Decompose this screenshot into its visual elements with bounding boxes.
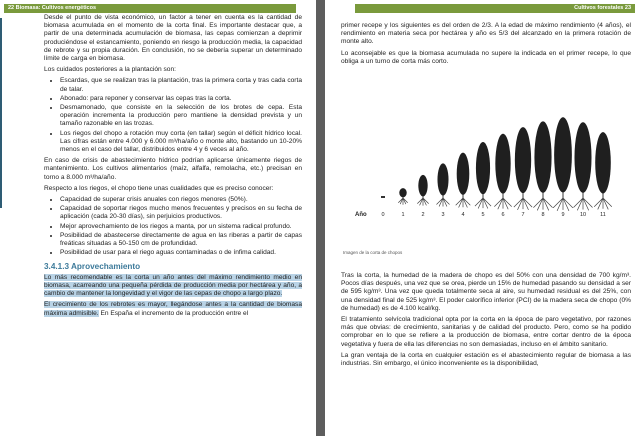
tree-crown <box>554 117 572 192</box>
year-tick-label: 1 <box>401 212 405 218</box>
poplar-growth-figure <box>345 110 625 250</box>
paragraph: Lo aconsejable es que la biomasa acumulada no supere la indicada en el primer recepe, lo que obliga a un turno de corta más corto. <box>341 49 631 65</box>
year-tick-label: 7 <box>521 212 525 218</box>
tree-roots <box>456 198 471 207</box>
paragraph: El tratamiento selvícola tradicional opta por la corta en la época de paro vegetativo, por razones más que obvias: de crecimiento, sanitarias y de calidad del producto. Pero, como se ha podido comprobar en lo que se refiere a la producción de biomasa, entre cortar dentro de la época vegetativa y fuera de ella las diferencias no son demasiadas, incluso en el ámbito sanitario. <box>341 316 631 348</box>
paragraph-text: En España el incremento de la producción entre el <box>98 309 249 317</box>
year-tick-label: 0 <box>381 212 385 218</box>
tree-crown <box>437 163 448 195</box>
left-text-column <box>44 14 302 321</box>
list-item: • Posibilidad de usar para el riego aguas contaminadas o de ínfima calidad. <box>60 249 302 257</box>
paragraph: Respecto a los riegos, el chopo tiene unas cualidades que es preciso conocer: <box>44 184 274 192</box>
year-tick-label: 9 <box>561 212 565 218</box>
year-tick-label: 6 <box>501 212 505 218</box>
list-item: • Escardas, que se realizan tras la plantación, tras la primera corta y tras cada corta de talar. <box>60 77 302 93</box>
list-item: • Abonado: para reponer y conservar las cepas tras la corta. <box>60 95 302 103</box>
year-axis-label: Año <box>355 212 367 218</box>
year-tick-label: 4 <box>461 212 465 218</box>
tree-roots <box>533 198 552 210</box>
figure-caption: Imagen de la corta de chopos <box>343 250 403 255</box>
page-gutter <box>316 0 325 436</box>
tree-crown <box>399 188 406 197</box>
year-tick-label: 5 <box>481 212 485 218</box>
tree-crown <box>418 175 427 197</box>
right-text-bottom <box>341 272 631 371</box>
margin-rule <box>0 18 2 208</box>
tree-roots <box>398 198 407 205</box>
tree-roots <box>573 198 592 210</box>
section-heading: 3.4.1.3 Aprovechamiento <box>44 262 141 272</box>
tree-crown <box>515 127 531 193</box>
year-tick-label: 10 <box>579 212 587 218</box>
paragraph: primer recepe y los siguientes es del orden de 2/3. A la edad de máximo rendimiento (4 años), el rendimiento en materia seca por hectárea y año es 5/3 del alcanzado en la primera rotación de monte alto. <box>341 22 631 46</box>
list-item: • Posibilidad de abastecerse directamente de agua en las riberas a partir de capas freáticas situadas a 50-150 cm de profundidad. <box>60 232 302 248</box>
tree-roots <box>553 198 573 211</box>
year-tick-label: 8 <box>541 212 545 218</box>
left-running-header: 22 Biomasa: Cultivos energéticos <box>4 4 296 13</box>
right-text-top <box>341 22 631 69</box>
list-item: • Los riegos del chopo a rotación muy corta (en tallar) según el déficit hídrico local. Las cifras están entre 4.000 y 6.000 m³/ha/año o monte alto, bastando un 10-20% menos en el caso del tallar, distribuidos entre 4 y 6 veces al año. <box>60 130 302 155</box>
left-page <box>0 0 316 436</box>
year-tick-label: 2 <box>421 212 425 218</box>
highlighted-paragraph[interactable] <box>44 274 302 299</box>
tree-stump <box>381 196 385 198</box>
paragraph: En caso de crisis de abastecimiento hídrico podrían aplicarse únicamente riegos de mantenimiento. Los cultivos alimentarios (maíz, alfalfa, remolacha, etc.) precisan en torno a 8.000 m³/ha/año. <box>44 157 302 181</box>
tree-crown <box>457 153 470 195</box>
list-item: • Capacidad de superar crisis anuales con riegos menores (50%). <box>60 196 302 204</box>
paragraph: La gran ventaja de la corta en cualquier estación es el abastecimiento regular de biomasa a las industrias. Sin embargo, el único inconveniente es la disponibilidad, <box>341 351 631 368</box>
tree-crown <box>574 122 591 193</box>
paragraph: Desde el punto de vista económico, un factor a tener en cuenta es la cantidad de biomasa acumulada en el momento de la corta final. Es importante destacar que, a partir de una determinada acumulación de biomasa, las cepas comienzan a deprimir produciéndose el estancamiento, poniendo en riesgo la producción media, la capacidad de rebrote y su propia duración. En conclusión, no se debería superar un determinado límite de carga en biomasa. <box>44 14 302 63</box>
year-tick-label: 11 <box>600 212 606 218</box>
right-page <box>325 0 640 436</box>
paragraph: Tras la corta, la humedad de la madera de chopo es del 50% con una densidad de 700 kg/m³. Pocos días después, una vez que se orea, pierde un 15% de humedad pasando su densidad a ser de 595 kg/m³. Una vez que queda totalmente seca al aire, su humedad residual es del 25%, con una densidad final de 525 kg/m³. El poder calorífico inferior (PCI) de la madera seca de chopo (0% de humedad) es de 4.100 kcal/kg. <box>341 272 631 312</box>
list-item: • Desmamonado, que consiste en la selección de los brotes de cepa. Esta operación incrementa la producción pero mantiene la densidad prevista y un tamaño razonable en las trozas. <box>60 104 302 129</box>
tree-roots <box>514 198 532 210</box>
tree-crown <box>476 142 490 194</box>
list-item: • Mejor aprovechamiento de los riegos a manta, por un sistema radical profundo. <box>60 223 302 231</box>
tree-roots <box>475 198 491 209</box>
paragraph <box>44 301 302 317</box>
tree-roots <box>436 198 449 207</box>
paragraph: Los cuidados posteriores a la plantación son: <box>44 66 176 74</box>
qualities-list <box>44 196 302 257</box>
tree-crown <box>534 121 551 192</box>
right-running-header: Cultivos forestales 23 <box>355 4 635 13</box>
tree-crown <box>595 132 611 193</box>
tree-roots <box>494 198 511 209</box>
tree-roots <box>417 198 428 206</box>
list-item: • Capacidad de soportar riegos mucho menos frecuentes y precisos en su fecha de aplicación (cada 20-30 días), sin perjuicios productivos. <box>60 205 302 221</box>
tree-crown <box>495 134 510 194</box>
year-tick-label: 3 <box>441 212 445 218</box>
tree-roots <box>594 198 612 209</box>
care-list <box>44 77 302 154</box>
selected-text[interactable]: El crecimiento de los rebrotes es mayor, llegándose antes a la cantidad de biomasa máxima admisible. <box>44 301 302 317</box>
selected-text[interactable]: Lo más recomendable es la corta un año antes del máximo rendimiento medio en biomasa, acarreando una pequeña pérdida de producción media por hectárea y año, a cambio de mantener la longevidad y el vigor de las cepas de chopo a largo plazo. <box>44 273 302 298</box>
